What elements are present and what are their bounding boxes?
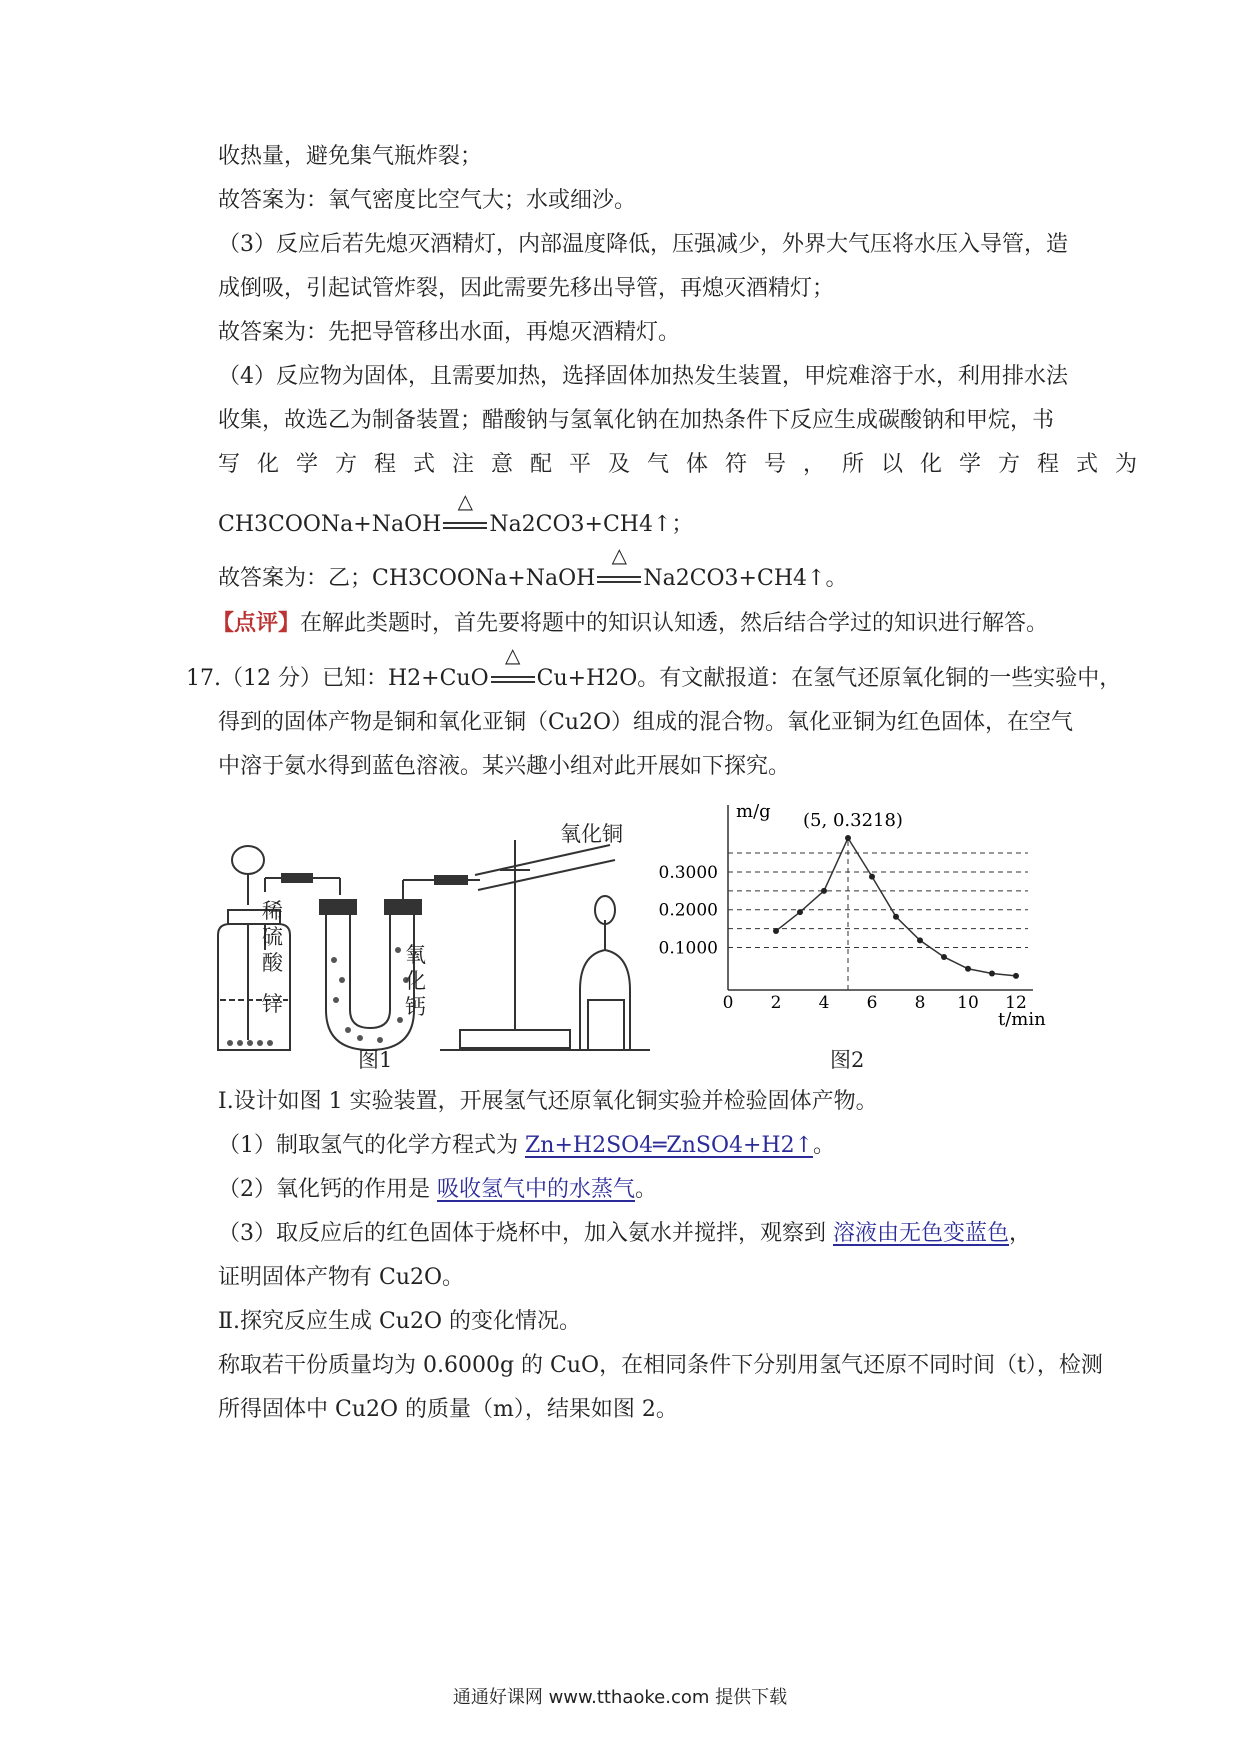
text-line: 称取若干份质量均为 0.6000g 的 CuO，在相同条件下分别用氢气还原不同时间（t），检测	[218, 1353, 1103, 1378]
data-point	[773, 928, 779, 934]
peak-annotation: (5, 0.3218)	[803, 810, 903, 832]
text-line: （4）反应物为固体，且需要加热，选择固体加热发生装置，甲烷难溶于水，利用排水法	[218, 364, 1068, 389]
text-line: 所得固体中 Cu2O 的质量（m），结果如图 2。	[218, 1397, 678, 1422]
y-tick-label: 0.3000	[658, 862, 718, 883]
answer-blank: Zn+H2SO4═ZnSO4+H2↑	[525, 1133, 814, 1158]
text-line: 得到的固体产物是铜和氧化亚铜（Cu2O）组成的混合物。氧化亚铜为红色固体，在空气	[218, 710, 1074, 735]
text-line: 证明固体产物有 Cu2O。	[218, 1265, 465, 1290]
data-point	[1013, 973, 1019, 979]
data-point	[941, 954, 947, 960]
heat-condition	[489, 643, 537, 694]
text-line: 收集，故选乙为制备装置；醋酸钠与氢氧化钠在加热条件下反应生成碳酸钠和甲烷，书	[218, 408, 1055, 433]
x-tick-label: 2	[770, 993, 782, 1013]
equation-line	[218, 489, 694, 540]
answer-line	[218, 543, 848, 594]
data-point	[917, 937, 923, 943]
label-char: 化	[405, 969, 426, 993]
x-tick-label: 10	[957, 993, 979, 1013]
question-line	[218, 1131, 835, 1161]
data-point	[965, 966, 971, 972]
equation-left: CH3COONa+NaOH	[372, 566, 596, 591]
x-tick-label: 8	[914, 993, 926, 1013]
text-line: 成倒吸，引起试管炸裂，因此需要先移出导管，再熄灭酒精灯；	[218, 276, 835, 301]
label-char: 钙	[405, 995, 426, 1019]
answer-blank: 吸收氢气中的水蒸气	[437, 1177, 636, 1202]
equation-left: CH3COONa+NaOH	[218, 512, 442, 537]
data-point	[989, 970, 995, 976]
data-line	[776, 838, 1016, 976]
answer-prefix: 故答案为：乙；	[218, 566, 373, 591]
text-line: 故答案为：先把导管移出水面，再熄灭酒精灯。	[218, 320, 681, 345]
delta-symbol: △	[611, 543, 628, 567]
label-acid	[262, 898, 283, 976]
figure-1-caption: 图1	[358, 1048, 393, 1072]
punctuation: 。	[813, 1133, 836, 1158]
question-text: 。有文献报道：在氢气还原氧化铜的一些实验中，	[637, 666, 1122, 691]
label-char: 稀	[262, 899, 283, 923]
y-tick-label: 0.2000	[658, 900, 718, 921]
answer-blank: 溶液由无色变蓝色	[833, 1221, 1010, 1246]
question-line	[218, 1175, 657, 1205]
label-char: 氧	[405, 943, 426, 967]
label-zinc: 锌	[262, 992, 283, 1016]
heat-condition	[595, 543, 643, 594]
y-tick-label: 0.1000	[658, 938, 718, 959]
x-axis-label: t/min	[998, 1009, 1046, 1030]
question-number: 17.（12 分）已知：	[186, 666, 388, 691]
label-cuo: 氧化铜	[560, 822, 623, 846]
mass-time-chart	[650, 795, 1050, 1045]
text-line: （3）反应后若先熄灭酒精灯，内部温度降低，压强减少，外界大气压将水压入导管，造	[218, 232, 1068, 257]
y-axis-label: m/g	[736, 801, 771, 822]
text-line: 故答案为：氧气密度比空气大；水或细沙。	[218, 188, 637, 213]
heat-condition	[441, 489, 489, 540]
data-point	[797, 909, 803, 915]
delta-symbol: △	[457, 489, 474, 513]
x-tick-label: 4	[818, 993, 830, 1013]
punctuation: ，	[1009, 1221, 1032, 1246]
label-cao	[405, 942, 426, 1020]
data-point	[821, 888, 827, 894]
text-line: Ⅱ.探究反应生成 Cu2O 的变化情况。	[218, 1309, 581, 1334]
equation-right: Na2CO3+CH4↑。	[643, 566, 848, 591]
text-line: 中溶于氨水得到蓝色溶液。某兴趣小组对此开展如下探究。	[218, 754, 791, 779]
question-text: （3）取反应后的红色固体于烧杯中，加入氨水并搅拌，观察到	[218, 1221, 826, 1246]
x-tick-label: 12	[1005, 993, 1027, 1013]
label-char: 硫	[262, 925, 283, 949]
x-tick-label: 6	[866, 993, 878, 1013]
question-17-header	[186, 643, 1122, 694]
equation-right: Cu+H2O	[536, 666, 638, 691]
data-point	[869, 874, 875, 880]
data-point	[845, 835, 851, 841]
comment-text: 在解此类题时，首先要将题中的知识认知透，然后结合学过的知识进行解答。	[300, 611, 1049, 636]
delta-symbol: △	[504, 643, 521, 667]
x-tick-label: 0	[722, 993, 734, 1013]
comment-tag: 【点评】	[212, 610, 301, 636]
figure-2-caption: 图2	[830, 1048, 865, 1072]
question-line	[218, 1219, 1031, 1249]
page-footer: 通通好课网 www.tthaoke.com 提供下载	[452, 1687, 788, 1708]
equation-right: Na2CO3+CH4↑；	[489, 512, 694, 537]
question-text: （2）氧化钙的作用是	[218, 1177, 430, 1202]
question-text: （1）制取氢气的化学方程式为	[218, 1133, 518, 1158]
comment-line	[212, 608, 1048, 639]
equation-left: H2+CuO	[387, 666, 489, 691]
text-line: 写化学方程式注意配平及气体符号，所以化学方程式为	[218, 452, 1155, 477]
punctuation: 。	[635, 1177, 658, 1202]
text-line: 收热量，避免集气瓶炸裂；	[218, 144, 483, 169]
label-char: 酸	[262, 951, 283, 975]
text-line: Ⅰ.设计如图 1 实验装置，开展氢气还原氧化铜实验并检验固体产物。	[218, 1089, 878, 1114]
data-point	[893, 914, 899, 920]
